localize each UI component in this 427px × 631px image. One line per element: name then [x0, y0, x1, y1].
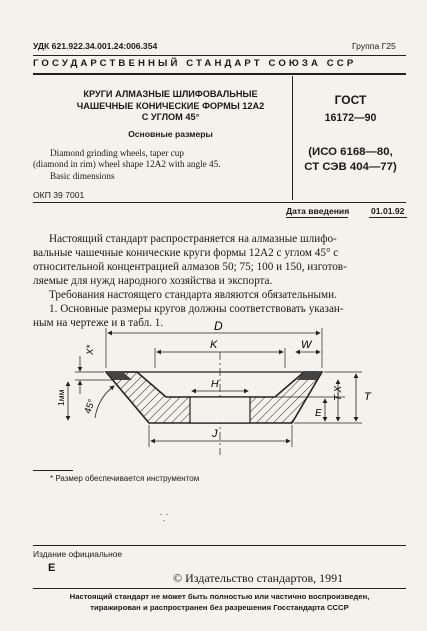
angle-arc: [95, 386, 114, 418]
date-value: 01.01.92: [371, 206, 405, 216]
footnote-rule: [33, 470, 73, 471]
title-ru-line-1: КРУГИ АЛМАЗНЫЕ ШЛИФОВАЛЬНЫЕ: [83, 89, 258, 99]
copy-notice: [33, 591, 406, 613]
iso-line-1: (ИСО 6168—80,: [308, 146, 393, 158]
dim-H-label: H: [211, 378, 219, 390]
title-en-line-3: Basic dimensions: [50, 170, 115, 181]
group-code: Группа Г25: [352, 41, 396, 51]
official-edition: Издание официальное: [33, 549, 123, 559]
body-line-5: Требования настоящего стандарта являются обязательными.: [49, 289, 337, 301]
angle-label: 45°: [82, 397, 98, 416]
body-line-2: вальные чашечные конические круги формы 12А2 с углом 45° с: [33, 247, 339, 259]
dim-X-label: X*: [85, 344, 96, 355]
title-en-line-2: (diamond in rim) wheel shape 12A2 with angle 45.: [33, 159, 221, 170]
body-line-6: 1. Основные размеры кругов должны соответствовать указан-: [49, 303, 344, 315]
dim-D-label: D: [214, 319, 223, 333]
title-ru-line-2: ЧАШЕЧНЫЕ КОНИЧЕСКИЕ ФОРМЫ 12А2: [76, 100, 265, 111]
dim-TX-label: T-X: [333, 385, 344, 401]
title-en-line-1: Diamond grinding wheels, taper cup: [50, 148, 184, 158]
title-ru-subtitle: Основные размеры: [128, 129, 213, 139]
body-line-3: относительной концентрацией алмазов 50; 75; 100 и 150, изготов-: [33, 261, 347, 273]
copyright: © Издательство стандартов, 1991: [173, 571, 344, 585]
dim-E-label: E: [315, 408, 322, 419]
dim-K-label: K: [210, 339, 218, 351]
dim-T-label: T: [364, 391, 371, 403]
body-line-1: Настоящий стандарт распространяется на алмазные шлифо-: [49, 233, 337, 245]
date-label: Дата введения: [286, 206, 350, 216]
footer-bottom-rule: [33, 588, 406, 589]
copy-notice-line-2: тиражирован и распространен без разрешения Госстандарта СССР: [90, 603, 349, 612]
footnote: * Размер обеспечивается инструментом: [50, 474, 200, 483]
footer-top-rule: [33, 545, 406, 546]
bore-hole: [190, 397, 250, 423]
page-speck: ⸪: [160, 513, 169, 524]
body-line-7: ным на чертеже и в табл. 1.: [33, 317, 164, 329]
gost-label: ГОСТ: [334, 93, 367, 107]
copy-notice-line-1: Настоящий стандарт не может быть полностью или частично воспроизведен,: [69, 592, 370, 601]
body-line-4: ляемые для нужд народного хозяйства и экспорта.: [33, 275, 273, 287]
iso-line-2: СТ СЭВ 404—77): [304, 161, 397, 173]
gost-number: 16172—90: [324, 112, 377, 124]
dim-J-label: J: [212, 428, 218, 440]
dim-1mm-label: 1мм: [56, 389, 66, 406]
edition-letter: E: [48, 562, 56, 574]
udk-code: УДК 621.922.34.001.24:006.354: [33, 41, 158, 51]
dim-W-label: W: [301, 339, 312, 351]
title-ru-line-3: С УГЛОМ 45°: [141, 112, 200, 122]
okp-code: ОКП 39 7001: [33, 190, 85, 200]
state-standard-banner: ГОСУДАРСТВЕННЫЙ СТАНДАРТ СОЮЗА ССР: [33, 58, 357, 69]
